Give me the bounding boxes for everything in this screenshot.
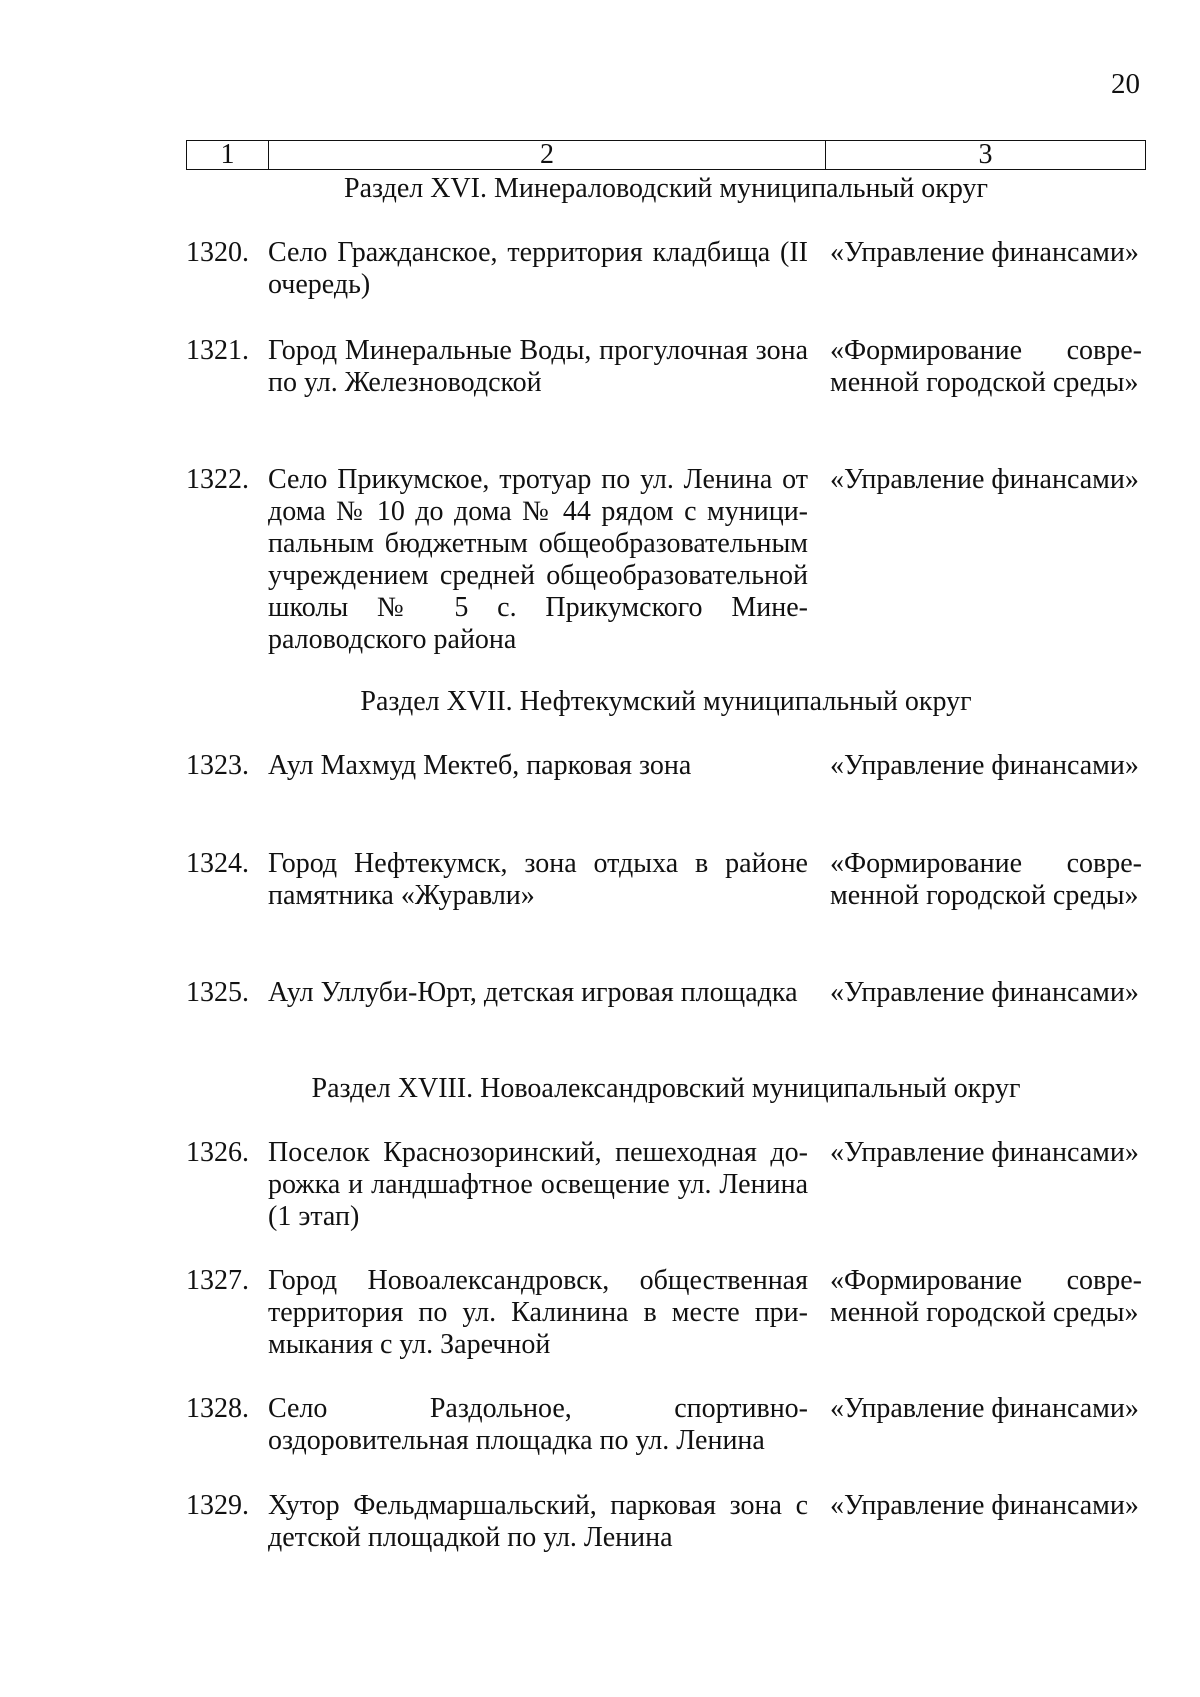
list-item <box>186 335 1146 399</box>
entry-number: 1322. <box>186 464 249 495</box>
section-title: Раздел XVII. Нефтекумский муниципальный округ <box>360 686 972 717</box>
entry-program: «Управление финансами» <box>830 237 1139 268</box>
list-item <box>186 1265 1146 1361</box>
entry-program: «Формирование современной городской среды» <box>830 335 1142 398</box>
entry-number: 1323. <box>186 750 249 781</box>
entry-number: 1329. <box>186 1490 249 1521</box>
list-item <box>186 848 1146 912</box>
entry-description: Хутор Фельдмаршальский, парковая зона с детской площадкой по ул. Ленина <box>268 1490 808 1553</box>
entry-description: Город Нефтекумск, зона отдыха в районе памятника «Журавли» <box>268 848 808 911</box>
entry-program: «Управление финансами» <box>830 464 1139 495</box>
section-title: Раздел XVI. Минераловодский муниципальный округ <box>344 173 988 204</box>
list-item <box>186 1393 1146 1457</box>
entry-number: 1324. <box>186 848 249 879</box>
list-item <box>186 1137 1146 1233</box>
table-header-row <box>186 140 1146 170</box>
entry-program: «Управление финансами» <box>830 750 1139 781</box>
entry-number: 1321. <box>186 335 249 366</box>
entry-description: Аул Уллуби-Юрт, детская игровая площадка <box>268 977 798 1008</box>
entry-program: «Управление финансами» <box>830 1490 1139 1521</box>
entry-description: Село Раздольное, спортивно-оздоровительная площадка по ул. Ленина <box>268 1393 808 1456</box>
entry-program: «Управление финансами» <box>830 1393 1139 1424</box>
list-item <box>186 1490 1146 1554</box>
entry-description: Аул Махмуд Мектеб, парковая зона <box>268 750 692 781</box>
entry-number: 1325. <box>186 977 249 1008</box>
list-item <box>186 977 1146 1009</box>
header-col-2: 2 <box>269 141 826 169</box>
entry-number: 1327. <box>186 1265 249 1296</box>
entry-description: Поселок Краснозоринский, пешеходная дорожка и ландшафтное освещение ул. Ленина (1 этап) <box>268 1137 808 1232</box>
entry-program: «Управление финансами» <box>830 1137 1139 1168</box>
entry-number: 1328. <box>186 1393 249 1424</box>
page-number: 20 <box>1111 68 1140 100</box>
list-item <box>186 237 1146 301</box>
entry-program: «Формирование современной городской среды» <box>830 1265 1142 1328</box>
entry-number: 1326. <box>186 1137 249 1168</box>
entry-description: Село Гражданское, территория кладбища (II очередь) <box>268 237 808 300</box>
header-col-1: 1 <box>187 141 269 169</box>
entry-description: Село Прикумское, тротуар по ул. Ленина от дома № 10 до дома № 44 рядом с муниципальным бюджетным общеобразовательным учреждением средней общеобразовательной школы № 5 с. Прикумского Минераловодского района <box>268 464 808 655</box>
entry-description: Город Минеральные Воды, прогулочная зона по ул. Железноводской <box>268 335 808 398</box>
list-item <box>186 750 1146 782</box>
entry-program: «Управление финансами» <box>830 977 1139 1008</box>
entry-program: «Формирование современной городской среды» <box>830 848 1142 911</box>
list-item <box>186 464 1146 656</box>
section-title: Раздел XVIII. Новоалександровский муниципальный округ <box>311 1073 1021 1104</box>
entry-number: 1320. <box>186 237 249 268</box>
entry-description: Город Новоалександровск, общественная территория по ул. Калинина в месте примыкания с ул. Заречной <box>268 1265 808 1360</box>
header-col-3: 3 <box>978 139 993 170</box>
